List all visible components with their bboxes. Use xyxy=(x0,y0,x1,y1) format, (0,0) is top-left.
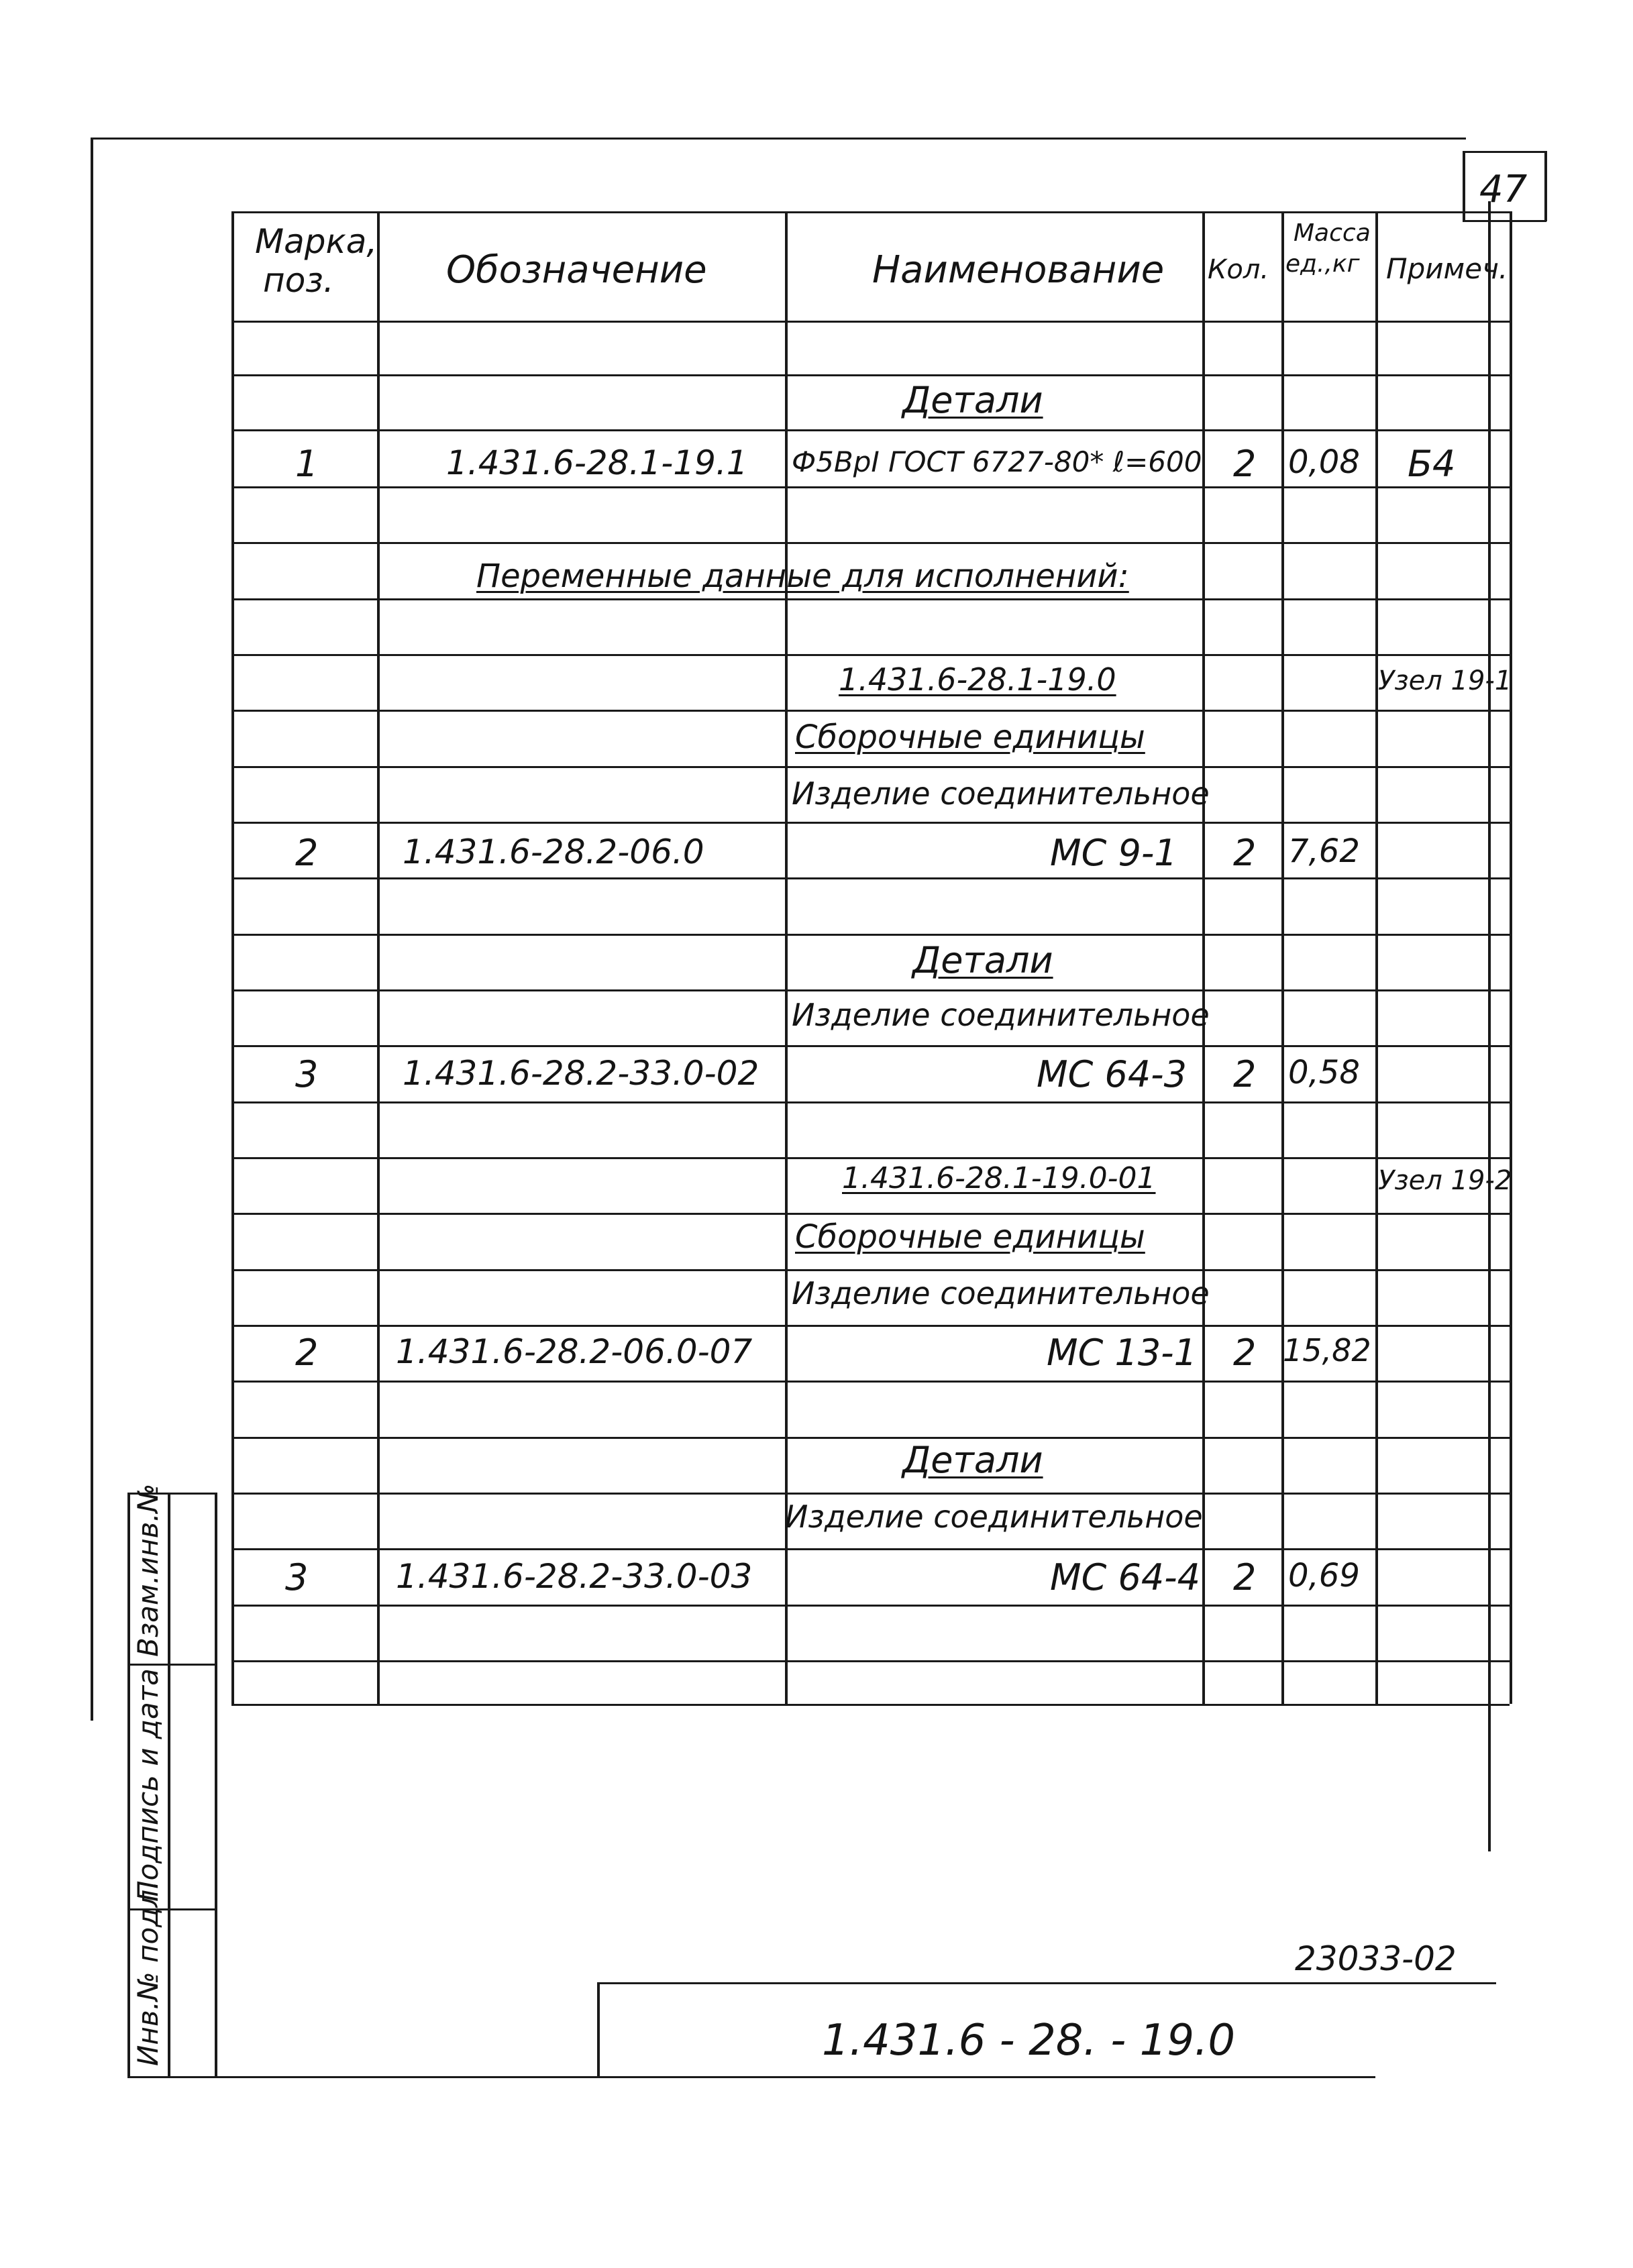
pagebox-bottom xyxy=(1463,220,1546,222)
row-designation: 1.431.6-28.1-19.1 xyxy=(446,443,748,482)
row-line-bottom xyxy=(231,1704,1510,1706)
header-qty: Кол. xyxy=(1208,254,1269,285)
col-line-0 xyxy=(231,211,234,1704)
row-line-header xyxy=(231,321,1510,323)
section-details: Детали xyxy=(912,939,1053,981)
col-line-4 xyxy=(1281,211,1284,1704)
section-details: Детали xyxy=(902,1439,1043,1481)
row-line xyxy=(231,766,1510,768)
side-label-inventory: Инв.№ подл. xyxy=(131,1880,164,2066)
row-line xyxy=(231,1325,1510,1327)
row-qty: 2 xyxy=(1233,832,1257,874)
row-line xyxy=(231,542,1510,544)
row-line xyxy=(231,1493,1510,1495)
col-line-2 xyxy=(785,211,788,1704)
row-qty: 2 xyxy=(1233,1053,1257,1095)
frame-bottom xyxy=(127,2076,1375,2078)
row-pos: 2 xyxy=(295,832,319,874)
row-line xyxy=(231,374,1510,376)
row-line xyxy=(231,877,1510,879)
pagebox-right xyxy=(1544,151,1547,221)
frame-left xyxy=(91,138,93,1721)
row-line xyxy=(231,1045,1510,1047)
frame-right xyxy=(1488,201,1491,1851)
row-line xyxy=(231,934,1510,936)
side-label-replacement: Взам.инв.№ xyxy=(131,1483,164,1657)
row-name: МС 9-1 xyxy=(1050,832,1177,874)
row-line xyxy=(231,1437,1510,1439)
row-line xyxy=(231,429,1510,431)
row-line xyxy=(231,1605,1510,1607)
row-name: Ф5ВрI ГОСТ 6727-80* ℓ=600 xyxy=(792,445,1202,478)
side-strip-right xyxy=(215,1493,217,2076)
row-designation: 1.431.6-28.2-33.0-02 xyxy=(403,1054,759,1093)
variant-code: 1.431.6-28.1-19.0 xyxy=(839,661,1116,698)
row-line xyxy=(231,1548,1510,1550)
row-pos: 3 xyxy=(295,1053,319,1095)
page-number: 47 xyxy=(1479,168,1528,211)
row-line-top xyxy=(231,211,1510,213)
header-name: Наименование xyxy=(872,248,1165,292)
row-pos: 2 xyxy=(295,1332,319,1374)
col-line-1 xyxy=(377,211,380,1704)
titleblock-top xyxy=(597,1982,1496,1984)
row-line xyxy=(231,710,1510,712)
col-line-3 xyxy=(1202,211,1205,1704)
frame-top xyxy=(91,138,1466,140)
row-designation: 1.431.6-28.2-06.0 xyxy=(403,832,704,871)
row-line xyxy=(231,1660,1510,1662)
row-line xyxy=(231,598,1510,600)
row-line xyxy=(231,1157,1510,1159)
row-name: МС 13-1 xyxy=(1047,1332,1198,1374)
assembly-units-heading: Сборочные единицы xyxy=(795,1218,1145,1256)
row-designation: 1.431.6-28.2-33.0-03 xyxy=(396,1557,753,1596)
row-line xyxy=(231,654,1510,656)
connector-heading: Изделие соединительное xyxy=(792,997,1210,1033)
col-line-6 xyxy=(1510,211,1512,1704)
section-details: Детали xyxy=(902,379,1043,421)
row-note: Узел 19-1 xyxy=(1378,665,1512,696)
header-designation: Обозначение xyxy=(446,248,707,292)
header-mass: Масса ед.,кг xyxy=(1285,219,1371,278)
row-pos: 3 xyxy=(285,1556,309,1599)
row-line xyxy=(231,1269,1510,1271)
row-mass: 15,82 xyxy=(1283,1332,1371,1368)
document-code: 1.431.6 - 28. - 19.0 xyxy=(822,2016,1236,2065)
row-line xyxy=(231,486,1510,488)
side-strip-outer xyxy=(127,1493,130,2076)
row-pos: 1 xyxy=(295,443,319,485)
variable-data-heading: Переменные данные для исполнений: xyxy=(476,557,1129,595)
row-line xyxy=(231,1101,1510,1103)
titleblock-left xyxy=(597,1982,600,2076)
row-line xyxy=(231,1213,1510,1215)
connector-heading: Изделие соединительное xyxy=(792,775,1210,812)
col-line-5 xyxy=(1375,211,1378,1704)
row-designation: 1.431.6-28.2-06.0-07 xyxy=(396,1332,753,1371)
side-strip-divider xyxy=(127,1664,215,1666)
header-note: Примеч. xyxy=(1386,252,1508,285)
row-line xyxy=(231,989,1510,991)
side-label-signature: Подпись и дата xyxy=(131,1668,164,1902)
row-name: МС 64-3 xyxy=(1037,1053,1188,1095)
row-mass: 0,58 xyxy=(1288,1054,1360,1091)
assembly-units-heading: Сборочные единицы xyxy=(795,718,1145,756)
side-strip-inner xyxy=(168,1493,170,2076)
connector-heading: Изделие соединительное xyxy=(792,1275,1210,1311)
row-mass: 0,08 xyxy=(1288,443,1360,481)
row-line xyxy=(231,822,1510,824)
row-qty: 2 xyxy=(1233,443,1257,485)
stamp-number: 23033-02 xyxy=(1295,1939,1457,1978)
header-mark: Марка, поз. xyxy=(255,222,378,300)
row-mass: 0,69 xyxy=(1288,1557,1360,1595)
row-note: Б4 xyxy=(1408,443,1456,485)
row-qty: 2 xyxy=(1233,1332,1257,1374)
row-name: МС 64-4 xyxy=(1050,1556,1201,1599)
connector-heading: Изделие соединительное xyxy=(785,1499,1203,1535)
row-qty: 2 xyxy=(1233,1556,1257,1599)
row-mass: 7,62 xyxy=(1288,832,1360,870)
row-note: Узел 19-2 xyxy=(1378,1165,1512,1196)
row-line xyxy=(231,1381,1510,1383)
variant-code: 1.431.6-28.1-19.0-01 xyxy=(842,1161,1156,1195)
pagebox-top xyxy=(1463,151,1546,153)
